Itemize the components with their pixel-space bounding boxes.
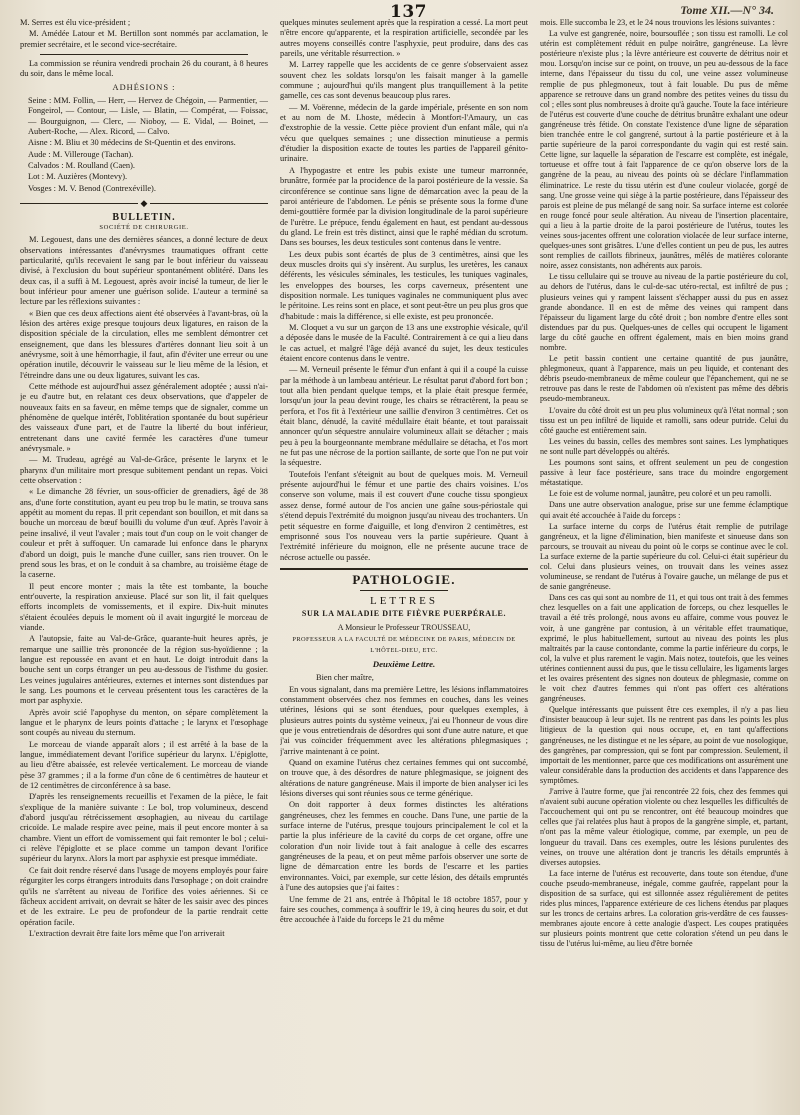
list-item: Vosges : M. V. Benod (Contrexéville). <box>28 183 156 193</box>
paragraph: La surface interne du corps de l'utérus était remplie de putrilage gangréneux, et la ligne d'élimination, bien manifeste et sinueuse dans son parcours, se trouvait au niveau du point où le corps se continue avec le col. La surface externe de la partie supérieure du col. Celui-ci était supérieur du col. Celui dans plusieurs veines, on trouvait dans les veines assez volumineuse, se rendant de l'utérus à l'ovaire gauche, un mélange de pus et de sanie gangréneuse. <box>540 521 788 592</box>
paragraph: A l'hypogastre et entre les pubis existe une tumeur marronnée, brunâtre, formée par la procidence de la paroi postérieure de la vessie. Sa circonférence se continue sans ligne de démarcation avec la peau de la paroi antérieure de l'abdomen. Le pénis se présente sous la forme d'une demi-gouttière formée par la division longitudinale de la paroi supérieure de l'urètre. Le prépuce, fendu également en haut, est pendant au-dessous du gland. Le frein est très distinct, ainsi que le raphé médian du scrotum. Dans ses bourses, les deux testicules sont contenus dans le ventre. <box>280 165 528 248</box>
paragraph: La face interne de l'utérus est recouverte, dans toute son étendue, d'une couche pseudo-membraneuse, inégale, comme gaufrée, rappelant pour la disposition de sa surface, qui est sillonnée assez régulièrement de petites rides plus minces, l'apparence extérieure de ces lichens étendus par plaques sur les troncs de certains arbres. La coloration gris-verdâtre de ces fausses-membranes ajoute encore à cette analogie d'aspect. Les coupes pratiquées sur plusieurs points montrent que cette coloration s'étend un peu dans le tissu de l'utérus lui-même, au lieu d'être bornée <box>540 868 788 949</box>
divider <box>280 568 528 570</box>
paragraph: Le morceau de viande apparaît alors ; il est arrêté à la base de la langue, immédiatement devant l'orifice supérieur du larynx. L'épiglotte, au lieu d'être abaissée, est relevée verticalement. Le morceau de viande pèse 37 grammes ; il a la forme d'un cône de 6 centimètres de hauteur et de 12 centimètres de circonférence à sa base. <box>20 739 268 791</box>
paragraph: L'ovaire du côté droit est un peu plus volumineux qu'à l'état normal ; son tissu est un peu infiltré de liquide et ramolli, sans odeur putride. Celui du côté gauche est entièrement sain. <box>540 405 788 435</box>
addressee-title: PROFESSEUR A LA FACULTÉ DE MÉDECINE DE PARIS, MÉDECIN DE L'HÔTEL-DIEU, ETC. <box>292 636 516 654</box>
paragraph: Dans ces cas qui sont au nombre de 11, et qui tous ont trait à des femmes chez lesquelles on a fait une application de forceps, ou chez lesquelles le travail a été très prolongé, nous avons eu affaire, comme vous pouvez le voir, à une gangrène par contusion, à un véritable effet traumatique, exprimé, le plus habituellement, surtout au niveau des points les plus maltraités par la cause contondante, comme la partie inférieure du corps, le col, la vulve et plus rarement le vagin. Mais notez, toutefois, que les veines utérines contiennent aussi du pus, que le tissu cellulaire, les ligaments larges et les ovaires présentent des signes non douteux de phlegmasie, comme on le voit chez d'autres femmes qui n'ont pas offert ces altérations gangréneuses. <box>540 593 788 704</box>
paragraph: Le foie est de volume normal, jaunâtre, peu coloré et un peu ramolli. <box>549 489 772 499</box>
running-head: Tome XII.—N° 34. <box>680 3 774 17</box>
paragraph: Le tissu cellulaire qui se trouve au niveau de la partie postérieure du col, au dehors de l'utérus, dans le cul-de-sac utéro-rectal, est infiltré de pus ; plusieurs veines qui y rampent laissent s'échapper aussi du pus en assez grande abondance. Il en est de même des veines qui rampent dans l'épaisseur du ligament large du côté droit ; bon nombre d'entre elles sont distendues par du pus. Quelques-unes de celles qui occupent le ligament large du côté gauche en offrent également, mais en bien moins grand nombre. <box>540 272 788 352</box>
paragraph: Les poumons sont sains, et offrent seulement un peu de congestion passive à leur face postérieure, sans trace du moindre engorgement métastatique. <box>540 458 788 488</box>
list-item: Calvados : M. Roulland (Caen). <box>28 161 135 171</box>
paragraph: Quelque intéressants que puissent être ces exemples, il n'y a pas lieu d'insister beaucoup à leur sujet. Ils ne rentrent pas dans les points les plus litigieux de la question qui nous occupe, et, en tant qu'affections gangréneuses, ne les distingue et ne les sépare, au point de vue nosologique, des gangrènes, par compression, qui se font par compression. Seulement, il importait de les mentionner, parce que ces modifications ont assurément une valeur considérable dans la production des accidents et dans l'apparence des symptômes. <box>540 705 788 785</box>
divider <box>40 54 248 55</box>
paragraph: M. Serres est élu vice-président ; <box>20 18 131 27</box>
paragraph: M. Cloquet a vu sur un garçon de 13 ans une exstrophie vésicale, qu'il a déposée dans le musée de la Faculté. Contrairement à ce qui a lieu dans le cas actuel, et malgré l'âge déjà avancé du sujet, les deux testicules étaient encore contenus dans le ventre. <box>280 322 528 363</box>
divider <box>360 590 448 591</box>
paragraph: Les deux pubis sont écartés de plus de 3 centimètres, ainsi que les deux muscles droits qui s'y insèrent. Au surplus, les uretères, les canaux déférents, les vésicules séminales, les testicules, les tuniques vaginales, les enveloppes des bourses, les corps caverneux, présentent une disposition normale. Les tuniques vaginales ne communiquent plus avec le péritoine. Les reins sont en place, et sont peut-être un peu plus gros que d'habitude : mais la différence, si elle existe, est peu prononcée. <box>280 249 528 321</box>
paragraph: Les veines du bassin, celles des membres sont saines. Les lymphatiques ne sont nulle part développés ou altérés. <box>540 436 788 456</box>
paragraph: L'extraction devrait être faite lors même que l'on arriverait <box>29 928 225 938</box>
adhesions-heading: ADHÉSIONS : <box>112 82 176 92</box>
paragraph: J'arrive à l'autre forme, que j'ai rencontrée 22 fois, chez des femmes qui n'avaient subi aucune opération violente ou chez lesquelles les difficultés de l'accouchement qui ont pu se rencontrer, ont été beaucoup moindres que celles que j'ai relatées plus haut à propos de la gangrène simple, et, partant, n'ont pas la même valeur étiologique, comme, par exemple, un peu de longueur du travail. Dans ces exemples, outre les lésions purulentes des veines, on trouve une altération dont je trancris les détails empruntés à diverses autopsies. <box>540 787 788 867</box>
paragraph: Ce fait doit rendre réservé dans l'usage de moyens employés pour faire régurgiter les corps étrangers introduits dans l'œsophage ; on doit craindre qu'ils ne s'arrêtent au niveau de l'orifice des voies aériennes. Si ce fâcheux accident arrivait, on devrait se hâter de les saisir avec des pinces et de les extraire. Le peu de profondeur de la partie rendrait cette opération facile. <box>20 865 268 927</box>
paragraph: M. Legouest, dans une des dernières séances, a donné lecture de deux observations intéressantes d'anévrysmes traumatiques offrant cette particularité, qu'ils recevaient le sang par le bout inférieur du vaisseau divisé, à l'exclusion du bout supérieur spontanément oblitéré. Dans les deux cas, il a suffi à M. Legouest, après avoir incisé la tumeur, de lier le bout inférieur pour amener une guérison solide. L'auteur a terminé sa lecture par les réflexions suivantes : <box>20 235 268 307</box>
ornament-icon: ◆ <box>140 198 148 209</box>
column-2 <box>280 18 528 1108</box>
salutation: Bien cher maître, <box>316 673 374 683</box>
paragraph: M. Larrey rappelle que les accidents de ce genre s'observaient assez souvent chez les soldats lorsqu'on les faisait manger à la gamelle commune ; aujourd'hui qu'ils mangent plus tranquillement à la petite gamelle, ces cas sont devenus beaucoup plus rares. <box>280 60 528 101</box>
section-title: PATHOLOGIE. <box>352 571 456 587</box>
paragraph: Quand on examine l'utérus chez certaines femmes qui ont succombé, on trouve que, à des désordres de nature phlegmasique, se joignent des altérations de nature gangréneuse. Mais il importe de bien analyser ici les lésions diverses qui sont réunies sous ce terme générique. <box>280 758 528 799</box>
section-subtitle: SOCIÉTÉ DE CHIRURGIE. <box>99 223 189 231</box>
divider-line <box>20 203 138 204</box>
paragraph: quelques minutes seulement après que la respiration a cessé. La mort peut n'être encore qu'apparente, et la respiration artificielle, secondée par les autres moyens conseillés contre l'asphyxie, peut produire, dans des cas pareils, une véritable résurrection. » <box>280 18 528 59</box>
addressee: A Monsieur le Professeur TROUSSEAU, <box>337 622 471 632</box>
paragraph: — M. Trudeau, agrégé au Val-de-Grâce, présente le larynx et le pharynx d'un militaire mort presque subitement pendant un repas. Voici cette observation : <box>20 455 268 486</box>
paragraph: On doit rapporter à deux formes distinctes les altérations gangréneuses, chez les femmes en couche. Dans l'une, une partie de la surface interne de l'utérus, presque toujours principalement le col et la partie la plus inférieure de la cavité du corps de cet organe, offre une coloration d'un noir livide tout à fait analogue à celle des escarres gangréneuses de la peau, et on peut même parfois observer une sorte de ligne de démarcation entre les bords de l'escarre et les parties environnantes. Voici, par exemple, sur cette lésion, des détails empruntés à l'une des autopsies que j'ai faites : <box>280 800 528 893</box>
paragraph: « Le dimanche 28 février, un sous-officier de grenadiers, âgé de 38 ans, d'une forte constitution, ayant eu peu trop bu le matin, se trouva sans appétit au moment du repas. Il prit cependant son bouillon, et mit dans sa bouche un morceau de bœuf bouilli du volume d'un œuf. Après l'avoir à peine insalivé, il veut l'avaler ; mais tout d'un coup on le voit changer de couleur et prêt à suffoquer. Un camarade lui enfonce dans le pharynx d'abord un doigt, puis le manche d'une cuiller, sans rien trouver. On le prend sous les bras, et on le conduit à sa chambre, au troisième étage de la caserne. <box>20 487 268 580</box>
list-item: Seine : MM. Follin, — Herr, — Hervez de Chégoin, — Parmentier, — Fongeirol, — Contour, — Lisle, — Blatin, — Compérat, — Foissac, — Bourguignon, — Clerc, — Nioboy, — E. Vidal, — Boinet, — Aubert-Roche, — Alex. Ricord, — Calvo. <box>28 96 268 137</box>
page-number: 137 <box>390 2 427 22</box>
paragraph: D'après les renseignements recueillis et l'examen de la pièce, le fait s'explique de la manière suivante : Le bol, trop volumineux, descend d'abord jusqu'au rétrécissement œsophagien, au niveau du cartilage cricoïde. Le malade respire avec peine, mais il peut encore monter à sa chambre. Vient un effort de vomissement qui fait remonter le bol ; celui-ci relève l'épiglotte et se place comme un tampon devant l'orifice supérieur du larynx. Alors la mort par asphyxie est presque immédiate. <box>20 792 268 864</box>
divider-line <box>150 203 268 204</box>
list-item: Aude : M. Villerouge (Tachan). <box>28 149 134 159</box>
paragraph: — M. Voërenne, médecin de la garde impériale, présente en son nom et au nom de M. Lhoste, médecin à Montfort-l'Amaury, un cas d'exstrophie de la vessie. Cette pièce provient d'un enfant mâle, qui n'a vécu que quelques semaines ; une dissection minutieuse a permis d'étudier la disposition exacte de toutes les parties de l'appareil génito-urinaire. <box>280 102 528 164</box>
paragraph: M. Amédée Latour et M. Bertillon sont nommés par acclamation, le premier secrétaire, et le second vice-secrétaire. <box>20 29 268 49</box>
paragraph: Cette méthode est aujourd'hui assez généralement adoptée ; aussi n'ai-je eu d'autre but, en relatant ces deux observations, que d'appeler de nouveaux faits en sa faveur, en même temps que de signaler, comme un phénomène de quelque intérêt, l'oblitération spontanée du bout supérieur des vaisseaux d'une part, et de l'autre la liberté du bout inférieur, entretenant dans une cavité fermée les caractères d'une tumeur anévrysmale. » <box>20 382 268 454</box>
paragraph: mois. Elle succomba le 23, et le 24 nous trouvions les lésions suivantes : <box>540 18 775 27</box>
paragraph: Il peut encore monter ; mais la tête est tombante, la bouche entr'ouverte, la respiration anxieuse. Placé sur son lit, il fait quelques efforts incomplets de vomissements, et il expire. Dix-huit minutes s'étaient écoulées depuis le moment où il avait ingurgité le morceau de viande. <box>20 581 268 632</box>
paragraph: Après avoir scié l'apophyse du menton, on sépare complètement la langue et le pharynx de leurs points d'attache ; le larynx et l'œsophage sont coupés au niveau du sternum. <box>20 707 268 738</box>
ornament-divider <box>20 198 268 208</box>
paragraph: Une femme de 21 ans, entrée à l'hôpital le 18 octobre 1857, pour y faire ses couches, commença à souffrir le 19, à cinq heures du soir, et dut être accouchée à l'aide du forceps le 21 du même <box>280 894 528 925</box>
paragraph: A l'autopsie, faite au Val-de-Grâce, quarante-huit heures après, je remarque une saillie très prononcée de la région sus-hyoïdienne ; la langue est repoussée en avant et en haut. Le doigt introduit dans la bouche sent un corps étranger un peu au-dessous de l'isthme du gosier. Les veines jugulaires antérieures, externes et internes sont distendues par le sang. Les poumons et le cerveau présentent tous les caractères de la mort par asphyxie. <box>20 634 268 706</box>
column-1 <box>20 18 268 1108</box>
paragraph: Le petit bassin contient une certaine quantité de pus jaunâtre, phlegmoneux, quant à l'apparence, mais un peu liquide, et contenant des débris pseudo-membraneux de même couleur que l'épanchement, qui ne se retrouve pas dans le reste de l'abdomen où n'existent pas même des débris pseudo-membraneux. <box>540 354 788 404</box>
paragraph: — M. Verneuil présente le fémur d'un enfant à qui il a coupé la cuisse par la méthode à un lambeau antérieur. Le résultat parut d'abord fort bon ; tout alla bien pendant quelque temps, et la plaie était presque fermée, lorsqu'un jour la peau devint rouge, les chairs se rétractèrent, la peau se perfora, et l'os fit à l'extérieur une saillie d'environ 3 centimètres. Cet os était blanc, dénudé, la cavité médullaire était béante, et tout paraissait annoncer qu'un séquestre annulaire volumineux allait se détacher ; mais peu à peu la bourgeonnante membrane médullaire se détacha, et l'os mort ne fut pas une nécrose de la portion saillante, de sorte que l'on ne put voir la séquestre. <box>280 365 528 468</box>
paragraph: « Bien que ces deux affections aient été observées à l'avant-bras, où la lésion des artères exige presque toujours deux ligatures, en raison de la disposition spéciale de la circulation, elles me semblent démontrer cet enseignement, que dans les blessures d'artères donnant lieu soit à un anévrysme, soit à une hémorrhagie, il faut, afin d'éviter une erreur ou une opération inutile, découvrir le vaisseau sur le lieu même de la lésion, et l'étreindre dans une ou deux ligatures, suivant les cas. <box>20 308 268 380</box>
article-title: LETTRES <box>369 595 439 608</box>
paragraph: En vous signalant, dans ma première Lettre, les lésions inflammatoires constamment observées chez nos femmes en couches, dans les veines utérines, lésions qui se sont étendues, pour quelques exemples, à plusieurs autres points du système veineux, j'ai eu l'honneur de vous dire que je vous entretiendrais de désordres qui sont d'une autre nature, et que j'ai vus coïncider fréquemment avec les altérations phlegmasiques ; j'arrive maintenant à ce point. <box>280 684 528 756</box>
section-title: BULLETIN. <box>112 211 176 223</box>
columns <box>20 18 788 1108</box>
article-subtitle: SUR LA MALADIE DITE FIÈVRE PUERPÉRALE. <box>301 608 507 618</box>
paragraph: Toutefois l'enfant s'éteignit au bout de quelques mois. M. Verneuil présente aujourd'hui le fémur et une partie des chairs voisines. L'os conserve son volume, mais il est couvert d'une couche tissu spongieux assez dense, formé autour de l'os ancien une gaîne sous-périostale qui s'étend depuis l'extrémité du moignon jusqu'au niveau des trochanters. Un petit séquestre en forme d'aiguille, et long d'environ 2 centimètres, est emprisonné sous l'os nouveau vers la partie supérieure. Quant à l'extrémité inférieure du moignon, elle ne présente aucune trace de nécrose actuelle ou passée. <box>280 469 528 562</box>
paragraph: Dans une autre observation analogue, prise sur une femme éclamptique qui avait été accouchée à l'aide du forceps : <box>540 500 788 520</box>
list-item: Lot : M. Auzières (Montevy). <box>28 172 128 182</box>
paragraph: La commission se réunira vendredi prochain 26 du courant, à 8 heures du soir, dans le même local. <box>20 59 268 79</box>
letter-number: Deuxième Lettre. <box>372 658 436 669</box>
list-item: Aisne : M. Bliu et 30 médecins de St-Quentin et des environs. <box>28 138 236 148</box>
column-3 <box>540 18 788 1108</box>
paragraph: La vulve est gangrenée, noire, boursouflée ; son tissu est ramolli. Le col utérin est complètement réduit en pulpe noirâtre, gangréneuse. La lèvre postérieure n'existe plus ; la lèvre antérieure est couverte de détritus noir et mou. Lorsqu'on incise sur ce point, on trouve, un peu au-dessous de la face interne, dans l'épaisseur du tissu du col, une veine assez volumineuse remplie de pus phlegmoneux, tout à fait louable. Du pus de même apparence se retrouve dans un grand nombre des petites veines du tissu du col ; elles sont plus nombreuses à droite qu'à gauche. Toute la face intérieure de l'utérus est couverte d'une couche de détritus brunâtre exhalant une odeur gangréneuse très fétide. On constate l'existence d'une ligne de séparation bien tranchée entre le col gangrené, surtout à la partie postérieure et à la partie supérieure de la paroi correspondante du vagin qui est resté sain. Cette ligne, sur laquelle la séparation de l'escarre est complète, est inégale, tortueuse et offre tout à fait l'apparence de ce qu'on observe lors de la gangrène de la peau, au niveau des points où se déclare l'inflammation éliminatrice. Le reste du tissu utérin est d'une couleur violacée, gorgé de sang. Une grosse veine qui siège à la partie postérieure, dans l'épaisseur des parois est pleine de pus mélangé de sang noir. Sa surface interne est colorée en rouge foncé pour seule altération. Au niveau de l'insertion placentaire, qui a lieu à la partie droite de la paroi postérieure de l'utérus, toutes les veines sous-jacentes offrent une coloration violacée de leur surface interne, quelques-unes sont grisâtres. L'une d'elles contient un peu de pus, les autres sont remplies de caillots fibrineux, jaunâtres, mêlés de matières colorante noire, assez consistants, non adhérents aux parois. <box>540 29 788 271</box>
adhesions-list <box>20 96 268 194</box>
